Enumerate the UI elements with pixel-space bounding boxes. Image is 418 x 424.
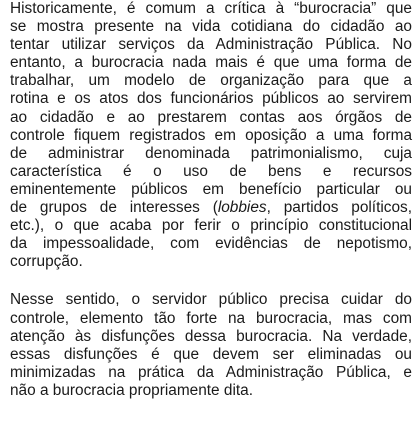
text-line: característica é o uso de bens e recursos: [10, 162, 412, 180]
text-line: se mostra presente na vida cotidiana do cidadão ao: [10, 18, 412, 36]
text-line: não a burocracia propriamente dita.: [10, 381, 253, 399]
text-line: controle fiquem registrados em oposição a uma forma: [10, 126, 412, 144]
paragraph-2: [10, 291, 412, 400]
italic-term: lobbies: [217, 199, 267, 217]
text-line: entanto, a burocracia nada mais é que uma forma de: [10, 54, 412, 72]
text-segment: de grupos de interesses (: [10, 199, 218, 217]
text-line: controle, elemento tão forte na burocracia, mas com: [10, 309, 412, 327]
text-line: tentar utilizar serviços da Administração Pública. No: [10, 36, 412, 54]
text-line: minimizadas na prática da Administração Pública, e: [10, 363, 412, 381]
text-segment: , partidos políticos,: [266, 199, 413, 217]
document-body: [10, 0, 412, 400]
text-line: etc.), o que acaba por ferir o princípio constitucional: [10, 217, 412, 235]
text-line: da impessoalidade, com evidências de nepotismo,: [10, 235, 412, 253]
text-line: eminentemente públicos em benefício particular ou: [10, 180, 412, 198]
text-line: rotina e os atos dos funcionários públicos ao servirem: [10, 90, 412, 108]
text-line-with-italic: [10, 199, 412, 217]
text-line: Historicamente, é comum a crítica à “burocracia” que: [10, 0, 412, 17]
paragraph-1: [10, 0, 412, 271]
text-line: corrupção.: [10, 253, 83, 271]
text-line: de administrar denominada patrimonialismo, cuja: [10, 144, 412, 162]
text-line: atenção às disfunções dessa burocracia. Na verdade,: [10, 327, 412, 345]
text-line: Nesse sentido, o servidor público precisa cuidar do: [10, 291, 412, 309]
text-line: essas disfunções é que devem ser eliminadas ou: [10, 345, 412, 363]
text-line: trabalhar, um modelo de organização para que a: [10, 72, 412, 90]
text-line: ao cidadão e ao prestarem contas aos órgãos de: [10, 108, 412, 126]
